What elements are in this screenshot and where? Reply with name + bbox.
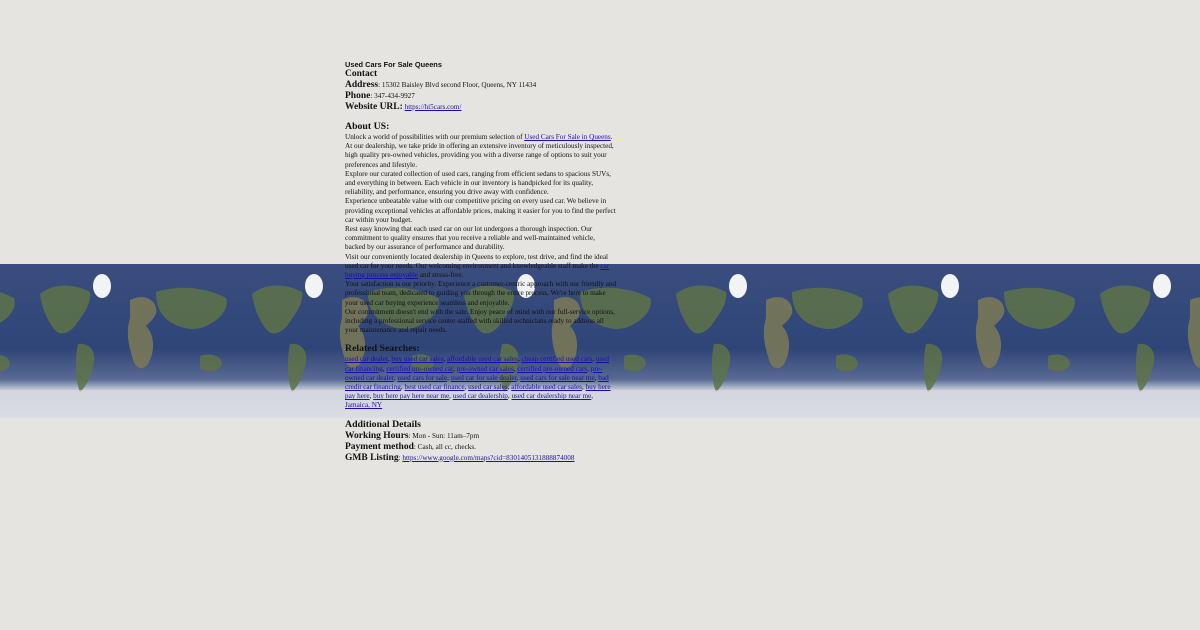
hours-row: Working Hours: Mon - Sun: 11am–7pm: [345, 430, 480, 441]
additional-details-heading: Additional Details: [345, 418, 421, 430]
hours-value: Mon - Sun: 11am–7pm: [412, 431, 480, 440]
related-search-link[interactable]: Jamaica, NY: [345, 401, 383, 410]
map-icecap: [941, 274, 959, 298]
address-label: Address: [345, 80, 379, 90]
related-search-link[interactable]: used car financing: [345, 355, 610, 373]
about-paragraph-7: Our commitment doesn't end with the sale. Enjoy peace of mind with our full-service options, including a professional service center staffed with skilled technicians ready to address all your maintenance and repair needs.: [345, 307, 615, 335]
map-landmass: [1004, 288, 1075, 329]
map-landmass: [0, 354, 10, 371]
map-landmass: [1188, 297, 1200, 368]
about-paragraph-6: Your satisfaction is our priority. Experience a customer-centric approach with our friendly and professional team, dedicated to guiding you through the entire process. We're here to make your used car buying experience seamless and enjoyable.: [345, 280, 617, 307]
map-landmass: [76, 344, 94, 392]
car-buying-process-link[interactable]: car buying process enjoyable: [345, 261, 610, 280]
map-landmass: [624, 354, 646, 371]
map-landmass: [976, 297, 1004, 368]
map-antarctica: [1060, 390, 1200, 418]
related-search-link[interactable]: pre-owned car sales: [456, 364, 514, 373]
website-row: Website URL: https://hi5cars.com/: [345, 102, 462, 112]
listing-content: [345, 60, 617, 464]
website-label: Website URL: [345, 102, 400, 112]
related-search-link[interactable]: certified pre-owned cars: [517, 364, 588, 373]
map-landmass: [128, 297, 156, 368]
related-search-link[interactable]: cheap certified used cars: [521, 355, 593, 364]
related-search-link[interactable]: pre-owned car dealer: [345, 364, 603, 382]
gmb-link[interactable]: https://www.google.com/maps?cid=8301405131888874008: [402, 453, 575, 462]
map-tile: [1060, 274, 1200, 418]
address-row: Address: 15302 Baisley Blvd second Floor, Queens, NY 11434: [345, 80, 537, 90]
phone-value: 347-434-9927: [374, 92, 415, 100]
map-antarctica: [0, 390, 212, 418]
map-antarctica: [848, 390, 1060, 418]
map-landmass: [764, 297, 792, 368]
payment-value: Cash, all cc, checks.: [417, 442, 476, 451]
related-search-link[interactable]: affordable used car sales: [447, 355, 518, 364]
related-search-link[interactable]: buy here pay here near me: [373, 392, 450, 401]
map-landmass: [288, 344, 306, 392]
hours-label: Working Hours: [345, 430, 409, 441]
map-landmass: [712, 344, 730, 392]
map-landmass: [924, 344, 942, 392]
map-landmass: [40, 286, 90, 334]
map-landmass: [676, 286, 726, 334]
map-icecap: [93, 274, 111, 298]
related-search-link[interactable]: buy used car sales: [391, 355, 444, 364]
map-icecap: [305, 274, 323, 298]
map-tile: [0, 274, 227, 418]
payment-label: Payment method: [345, 441, 414, 452]
related-search-link[interactable]: bad credit car financing: [345, 373, 609, 392]
phone-row: Phone: 347-434-9927: [345, 91, 415, 101]
map-landmass: [1100, 286, 1150, 334]
map-landmass: [792, 288, 863, 329]
about-paragraph-4: Rest easy knowing that each used car on our lot undergoes a thorough inspection. Our commitment to quality ensures that you receive a reliable and well-maintained vehicle, backed by our assurance of performance and durability.: [345, 225, 595, 252]
related-search-link[interactable]: best used car finance: [404, 383, 465, 392]
related-search-link[interactable]: certified pre-owned car: [386, 364, 454, 373]
related-search-link[interactable]: used car for sale dealer: [450, 373, 517, 382]
map-landmass: [1048, 354, 1070, 371]
related-search-link[interactable]: used cars for sale near me: [520, 373, 595, 382]
related-search-link[interactable]: used cars for sale: [397, 373, 448, 382]
related-search-link[interactable]: affordable used car sales: [511, 383, 582, 392]
map-icecap: [729, 274, 747, 298]
related-searches-heading: Related Searches:: [345, 343, 420, 355]
about-paragraph-3: Experience unbeatable value with our competitive pricing on every used car. We believe in providing exceptional vehicles at affordable prices, making it easier for you to find the perfect car within your budget.: [345, 197, 616, 224]
payment-row: Payment method: Cash, all cc, checks.: [345, 441, 476, 452]
about-paragraph-1: Unlock a world of possibilities with our premium selection of Used Cars For Sale in Queens. At our dealership, we take pride in offering an extensive inventory of meticulously inspected, high quality pre-owned vehicles, providing you with a diverse range of options to suit your preferences and lifestyle.: [345, 133, 614, 169]
related-search-link[interactable]: used car dealership: [452, 392, 508, 401]
used-cars-queens-link[interactable]: Used Cars For Sale in Queens: [524, 133, 611, 141]
map-landmass: [200, 354, 222, 371]
map-tile: [848, 274, 1075, 418]
map-landmass: [252, 286, 302, 334]
address-value: 15302 Baisley Blvd second Floor, Queens, NY 11434: [381, 81, 537, 89]
gmb-label: GMB Listing: [345, 452, 399, 463]
related-search-link[interactable]: used car sales: [468, 383, 508, 392]
map-tile: [636, 274, 863, 418]
map-landmass: [156, 288, 227, 329]
map-landmass: [0, 288, 15, 329]
about-paragraph-2: Explore our curated collection of used cars, ranging from efficient sedans to spacious SUVs, and everything in between. Each vehicle in our inventory is handpicked for its quality, reliability, and performance, ensuring you drive away with confidence.: [345, 169, 611, 197]
map-antarctica: [636, 390, 848, 418]
contact-heading: Contact: [345, 69, 378, 79]
related-search-link[interactable]: used car dealer: [345, 355, 388, 364]
gmb-row: GMB Listing: https://www.google.com/maps?cid=8301405131888874008: [345, 452, 575, 463]
business-name: Used Cars For Sale Queens: [345, 60, 442, 69]
phone-label: Phone: [345, 91, 371, 101]
related-search-link[interactable]: buy here pay here: [345, 383, 611, 401]
map-icecap: [1153, 274, 1171, 298]
website-link[interactable]: https://hi5cars.com/: [404, 103, 462, 111]
map-landmass: [888, 286, 938, 334]
about-paragraph-5: Visit our conveniently located dealership in Queens to explore, test drive, and find the ideal used car for your needs. Our welcoming environment and knowledgeable staff make the car buying process enjoyable and stress-free.: [345, 252, 610, 280]
related-search-link[interactable]: used car dealership near me: [511, 392, 592, 401]
related-searches-list: used car dealer, buy used car sales, affordable used car sales, cheap certified used cars, used car financing, certified pre-owned car, pre-owned car sales, certified pre-owned cars, pre-owned car dealer, used cars for sale, used car for sale dealer, used cars for sale near me, bad credit car financing, best used car finance, used car sales, affordable used car sales, buy here pay here, buy here pay here near me, used car dealership, used car dealership near me, Jamaica, NY: [345, 355, 611, 410]
map-landmass: [836, 354, 858, 371]
map-landmass: [1136, 344, 1154, 392]
about-heading: About US:: [345, 121, 390, 132]
